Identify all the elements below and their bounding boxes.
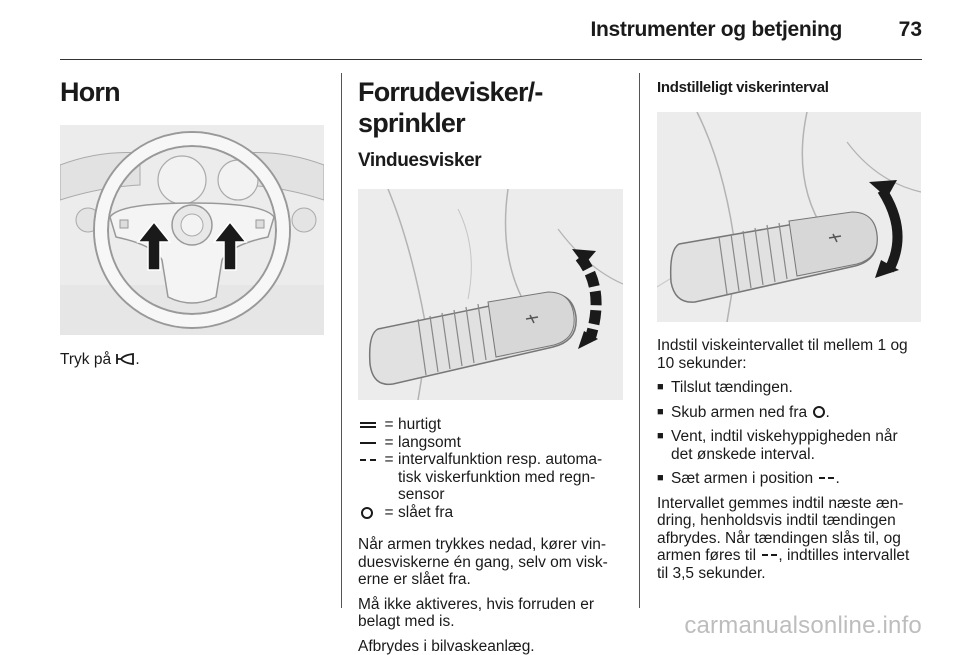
legend-text: intervalfunktion resp. automa- tisk viskerfunktion med regn- sensor: [398, 451, 623, 504]
wiper-lever-illustration: [358, 189, 623, 400]
horn-section: [60, 60, 324, 369]
legend-text: hurtigt: [398, 416, 623, 434]
list-item: ■ Vent, indtil viskehyppigheden når det ønskede interval.: [657, 428, 921, 463]
page-header: [0, 0, 960, 60]
watermark: carmanualsonline.info: [684, 612, 922, 640]
circle-icon: [358, 504, 380, 522]
circle-icon: [813, 406, 825, 418]
wiper-interval-illustration: [657, 112, 921, 322]
bullet-icon: ■: [657, 379, 671, 397]
legend-text: langsomt: [398, 434, 623, 452]
legend-equals: =: [380, 504, 398, 522]
header-title: Instrumenter og betjening: [590, 18, 842, 42]
legend-equals: =: [380, 434, 398, 452]
dashed-line-icon: [762, 550, 778, 560]
legend-row-slow: [358, 434, 623, 452]
wiper-legend: [358, 416, 623, 521]
horn-icon: [115, 353, 135, 365]
wiper-heading: Forrudevisker/-sprinkler: [358, 77, 623, 139]
horn-heading: Horn: [60, 77, 324, 108]
horn-instruction: Tryk på .: [60, 351, 324, 369]
bullet-icon: ■: [657, 470, 671, 488]
dashed-line-icon: [819, 473, 835, 483]
list-item: ■ Sæt armen i position .: [657, 470, 921, 488]
bullet-icon: ■: [657, 428, 671, 463]
legend-equals: =: [380, 416, 398, 434]
legend-row-off: [358, 504, 623, 522]
interval-paragraph: Intervallet gemmes indtil næste æn- dring, henholdsvis indtil tændingen afbrydes. Når tændingen slås til, og armen føres til , indtilles intervallet til 3,5 sekunder.: [657, 495, 921, 583]
single-line-icon: [358, 434, 380, 452]
column-divider: [341, 73, 342, 608]
interval-heading: Indstilleligt viskerinterval: [657, 79, 921, 96]
steering-wheel-illustration: [60, 125, 324, 335]
list-item: ■ Tilslut tændingen.: [657, 379, 921, 397]
wiper-section: [358, 60, 623, 655]
interval-intro: Indstil viskeintervallet til mellem 1 og 10 sekunder:: [657, 337, 921, 372]
interval-steps: [657, 379, 921, 488]
bullet-icon: ■: [657, 404, 671, 422]
list-item: ■ Skub armen ned fra .: [657, 404, 921, 422]
dashed-line-icon: [358, 451, 380, 469]
legend-text: slået fra: [398, 504, 623, 522]
wiper-paragraph: Afbrydes i bilvaskeanlæg.: [358, 638, 623, 655]
wiper-subheading: Vinduesvisker: [358, 150, 623, 172]
column-divider: [639, 73, 640, 608]
interval-section: [657, 60, 921, 582]
double-line-icon: [358, 416, 380, 434]
legend-row-fast: [358, 416, 623, 434]
wiper-paragraph: Når armen trykkes nedad, kører vin- duesviskerne én gang, selv om visk- erne er slået fra.: [358, 536, 623, 589]
wiper-paragraph: Må ikke aktiveres, hvis forruden er belagt med is.: [358, 596, 623, 631]
legend-row-interval: [358, 451, 623, 504]
page-number: 73: [899, 18, 922, 42]
legend-equals: =: [380, 451, 398, 504]
